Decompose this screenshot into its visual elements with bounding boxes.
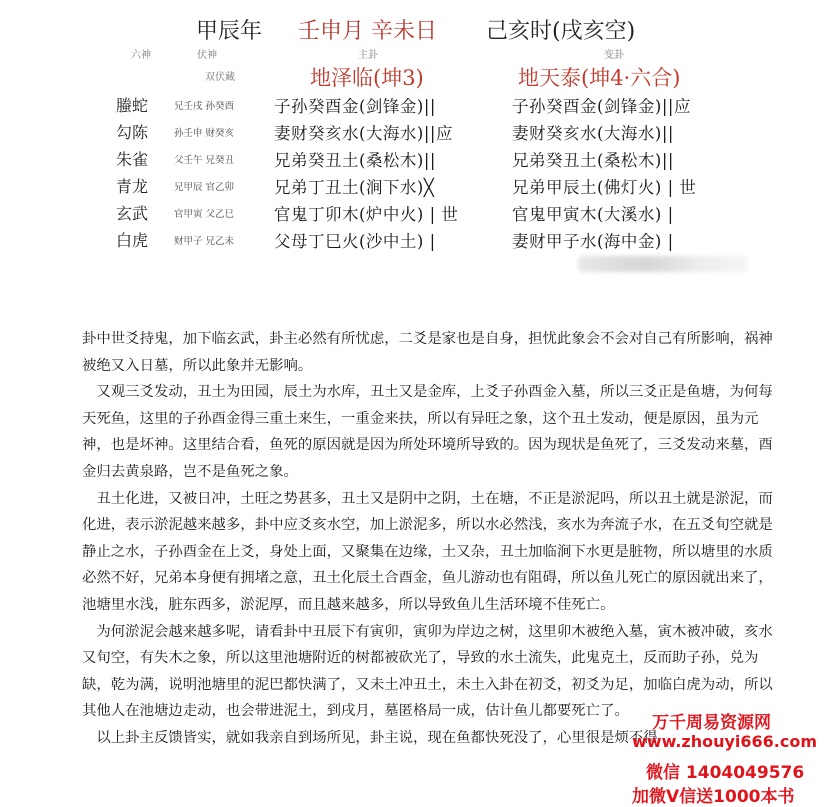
row-liushen: 青龙 [116,177,149,196]
row-changed-yao: 妻财癸亥水(大海水)|| [512,124,674,143]
row-fushen: 孙壬申 财癸亥 [174,128,235,139]
paragraph: 为何淤泥会越来越多呢，请看卦中丑辰下有寅卯，寅卯为岸边之树，这里卯木被绝入墓，寅木被冲破，亥水又旬空，有失木之象，所以这里池塘附近的树都被砍光了，导致的水土流失，此鬼克土，反而助子孙，兑为缺，乾为满，说明池塘里的泥巴都快满了，又未土冲丑土，未土入卦在初爻，初爻为足，加临白虎为动，所以其他人在池塘边走动，也会带进泥土，到戌月，墓匿格局一成，估计鱼儿都要死亡了。 [82,623,773,720]
row-changed-yao: 兄弟甲辰土(佛灯火) | 世 [512,178,697,197]
col-biangua: 变卦 [604,50,624,61]
paragraph: 以上卦主反馈皆实，就如我亲自到场所见，卦主说，现在鱼都快死没了，心里很是烦不得 [82,729,658,746]
row-main-yao: 父母丁巳火(沙中土) | [274,232,436,251]
row-main-yao: 官鬼丁卯木(炉中火) | 世 [274,205,459,224]
row-changed-yao: 官鬼甲寅木(大溪水) | [512,205,674,224]
row-main-yao: 妻财癸亥水(大海水)||应 [274,124,453,143]
watermark-line3: 微信 1404049576 [646,763,805,783]
row-liushen: 玄武 [116,204,149,223]
row-main-yao: 子孙癸酉金(剑锋金)|| [274,97,436,116]
article-body [82,326,774,752]
row-fushen: 兄壬戌 孙癸酉 [174,101,235,112]
row-main-yao: 兄弟丁丑土(涧下水)╳ [274,178,435,197]
col-liushen: 六神 [131,50,151,61]
row-fushen: 财甲子 兄乙未 [174,236,235,247]
paragraph: 又观三爻发动，丑土为田园，辰土为水库，丑土又是金库，上爻子孙酉金入墓，所以三爻正是鱼塘，为何每天死鱼，这里的子孙酉金得三重土来生，一重金来扶，所以有异旺之象，这个丑土发动，便是原因，虽为元神，也是坏神。这里结合看，鱼死的原因就是因为所处环境所导致的。因为现状是鱼死了，三爻发动来墓，酉金归去黄泉路，岂不是鱼死之象。 [82,384,773,480]
hour-title: 己亥时(戌亥空) [486,19,636,44]
row-liushen: 白虎 [116,231,149,250]
row-changed-yao: 兄弟癸丑土(桑松木)|| [512,151,674,170]
row-changed-yao: 子孙癸酉金(剑锋金)||应 [512,97,691,116]
main-hexagram-name: 地泽临(坤3) [310,66,424,90]
paragraph: 丑土化进，又被日冲，土旺之势甚多，丑土又是阴中之阴，土在塘，不正是淤泥吗，所以丑土就是淤泥，而化进，表示淤泥越来越多，卦中应爻亥水空，加上淤泥多，所以水必然浅，亥水为奔流子水，在五爻旬空就是静止之水，子孙酉金在上爻，身处上面，又聚集在边缘，土又杂，丑土加临涧下水更是脏物，所以塘里的水质必然不好，兄弟本身便有拥堵之意，丑土化辰土合酉金，鱼儿游动也有阻碍，所以鱼儿死亡的原因就出来了，池塘里水浅，脏东西多，淤泥厚，而且越来越多，所以导致鱼儿生活环境不佳死亡。 [82,490,773,613]
row-changed-yao: 妻财甲子水(海中金) | [512,232,674,251]
paragraph: 卦中世爻持鬼，加下临玄武，卦主必然有所忧虑，二爻是家也是自身，担忧此象会不会对自己有所影响，祸神被绝又入日墓，所以此象并无影响。 [82,331,773,374]
row-liushen: 朱雀 [116,150,149,169]
blurred-signature [578,256,748,272]
watermark-line2: www.zhouyi666.com [632,732,818,751]
row-liushen: 螣蛇 [116,96,149,115]
col-fushen: 伏神 [197,50,217,61]
watermark-line4: 加微V信送1000本书 [632,787,795,807]
changed-hexagram-name: 地天泰(坤4·六合) [518,66,681,90]
row-fushen: 兄甲辰 官乙卯 [174,182,235,193]
col-zhugua: 主卦 [358,50,378,61]
row-main-yao: 兄弟癸丑土(桑松木)|| [274,151,436,170]
month-day-title: 壬申月 辛未日 [298,19,437,44]
watermark-line1: 万千周易资源网 [652,713,771,733]
col-fucang: 双伏藏 [205,72,235,83]
row-fushen: 官甲寅 父乙巳 [174,209,235,220]
year-title: 甲辰年 [196,19,263,44]
row-liushen: 勾陈 [116,123,149,142]
row-fushen: 父壬午 兄癸丑 [174,155,235,166]
